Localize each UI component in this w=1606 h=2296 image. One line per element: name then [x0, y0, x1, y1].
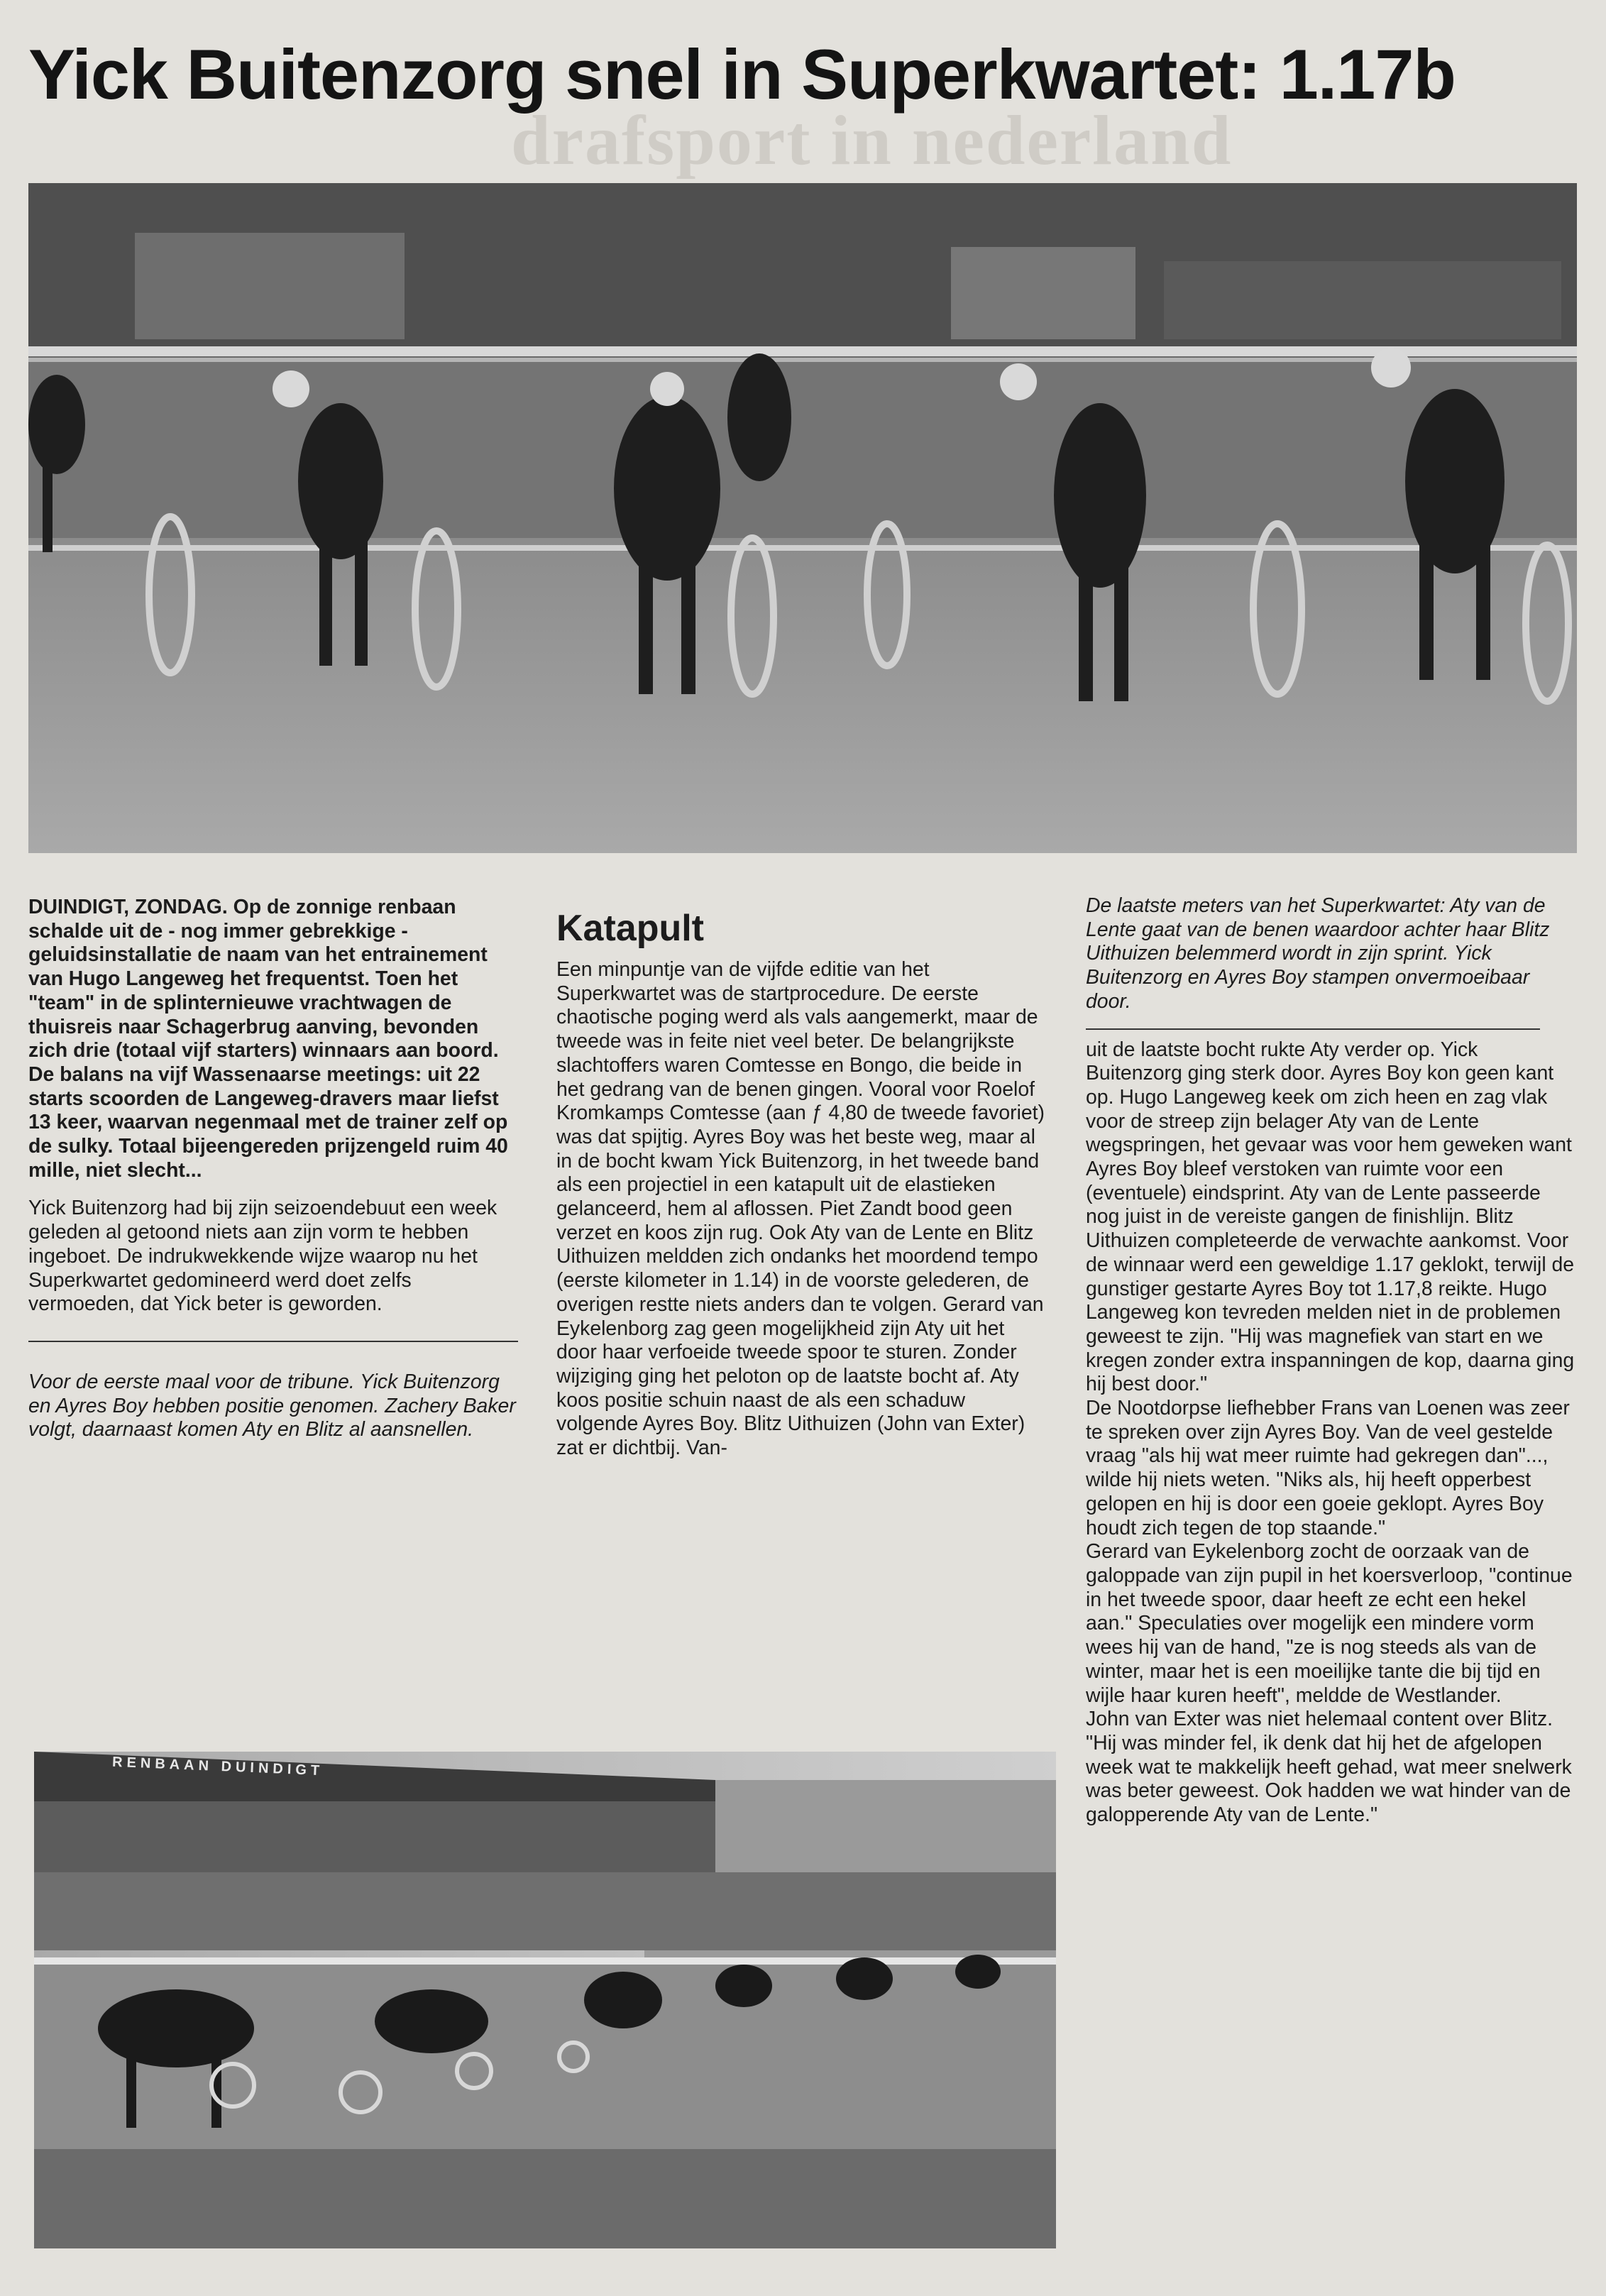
column-3 [1086, 894, 1575, 1828]
column-2 [556, 896, 1049, 1461]
body-paragraph-1: Yick Buitenzorg had bij zijn seizoendebuut een week geleden al getoond niets aan zijn vorm te hebben ingeboet. De indrukwekkende wijze waarop nu het Superkwartet gedomineerd werd doet zelfs vermoeden, dat Yick beter is geworden. [28, 1197, 497, 1316]
van-exter-paragraph: John van Exter was niet helemaal content over Blitz. "Hij was minder fel, ik denk dat hij het de afgelopen week wat te makkelijk heeft gehad, wat meer snelwerk was beter geweest. Ook hadden we wat hinder van de galopperende Aty van de Lente." [1086, 1708, 1572, 1827]
lead-paragraph: DUINDIGT, ZONDAG. Op de zonnige renbaan schalde uit de - nog immer gebrekkige - geluidsinstallatie de naam van het entrainement van Hugo Langeweg het frequentst. Toen het "team" in de splinternieuwe vrachtwagen de thuisreis naar Schagerbrug aanving, bevonden zich drie (totaal vijf starters) winnaars aan boord. De balans na vijf Wassenaarse meetings: uit 22 starts scoorden de Langeweg-dravers maar liefst 13 keer, waarvan negenmaal met de trainer zelf op de sulky. Totaal bijeengereden prijzengeld ruim 40 mille, niet slecht... [28, 896, 508, 1182]
top-photo [28, 183, 1577, 853]
katapult-paragraph: Een minpuntje van de vijfde editie van het Superkwartet was de startprocedure. De eerste chaotische poging werd als vals aangemerkt, maar de tweede was in feite niet veel beter. De belangrijkste slachtoffers waren Comtesse en Bongo, die beide in het gedrang van de benen gingen. Vooral voor Roelof Kromkamps Comtesse (aan ƒ 4,80 de tweede favoriet) was dat spijtig. Ayres Boy was het beste weg, maar al in de bocht kwam Yick Buitenzorg, in het tweede band als een projectiel in een katapult uit de elastieken gelanceerd, hem al aflossen. Piet Zandt bood geen verzet en koos zijn rug. Ook Aty van de Lente en Blitz Uithuizen meldden zich ondanks het moordend tempo (eerste kilometer in 1.14) in de voorste gelederen, de overigen restte niets anders dan te volgen. Gerard van Eykelenborg zag geen mogelijkheid zijn Aty uit het door haar verfoeide tweede spoor te sturen. Zonder wijziging ging het peloton op de laatste bocht af. Aty koos positie schuin naast de als een schaduw volgende Ayres Boy. Blitz Uithuizen (John van Exter) zat er dichtbij. Van- [556, 958, 1045, 1460]
van-eykelenborg-paragraph: Gerard van Eykelenborg zocht de oorzaak van de galoppade van zijn pupil in het koersverloop, "continue in het tweede spoor, daar heeft ze echt een hekel aan." Speculaties over mogelijk een mindere vorm wees hij van de hand, "ze is nog steeds als van de winter, maar het is een moeilijke tante die bij tijd en wijle haar kuren heeft", meldde de Westlander. [1086, 1540, 1573, 1707]
photo-caption-top: De laatste meters van het Superkwartet: Aty van de Lente gaat van de benen waardoor achter haar Blitz Uithuizen belemmerd wordt in zijn sprint. Yick Buitenzorg en Ayres Boy stampen onvermoeibaar door. [1086, 894, 1550, 1013]
subheading-katapult: Katapult [556, 908, 704, 949]
race-report-paragraph: uit de laatste bocht rukte Aty verder op. Yick Buitenzorg ging sterk door. Ayres Boy kon geen kant op. Hugo Langeweg keek om zich heen en zag vlak voor de streep zijn belager Aty van de Lente wegspringen, het gevaar was voor hem geweken want Ayres Boy bleef verstoken van ruimte voor een (eventuele) eindsprint. Aty van de Lente passeerde nog juist in de vereiste gangen de finishlijn. Blitz Uithuizen completeerde de verwachte aankomst. Voor de winnaar werd een geweldige 1.17 geklokt, terwijl de gunstiger gestarte Ayres Boy tot 1.17,8 reikte. Hugo Langeweg kon tevreden melden niet in de problemen geweest te zijn. "Hij was magnefiek van start en we kregen zonder extra inspanningen de kop, daarna ging hij best door." [1086, 1038, 1575, 1396]
photo-caption-bottom: Voor de eerste maal voor de tribune. Yick Buitenzorg en Ayres Boy hebben positie genomen. Zachery Baker volgt, daarnaast komen Aty en Blitz al aansnellen. [28, 1370, 516, 1441]
caption-divider [1086, 1028, 1540, 1030]
van-loenen-paragraph: De Nootdorpse liefhebber Frans van Loenen was zeer te spreken over zijn Ayres Boy. Van de veel gestelde vraag "als hij wat meer ruimte had gekregen dan"..., wilde hij niets weten. "Niks als, hij heeft opperbest gelopen en hij is door een goeie geklopt. Ayres Boy houdt zich tegen de top staande." [1086, 1397, 1570, 1539]
grandstand-sign: RENBAAN DUINDIGT [111, 1754, 324, 1779]
bottom-photo [34, 1752, 1056, 2248]
top-photo-svg [28, 183, 1577, 853]
column-divider [28, 1341, 518, 1342]
bottom-photo-svg [34, 1752, 1056, 2248]
headline: Yick Buitenzorg snel in Superkwartet: 1.17b [28, 35, 1456, 114]
bleed-through-title: drafsport in nederland [511, 101, 1233, 180]
column-1 [28, 896, 518, 1442]
